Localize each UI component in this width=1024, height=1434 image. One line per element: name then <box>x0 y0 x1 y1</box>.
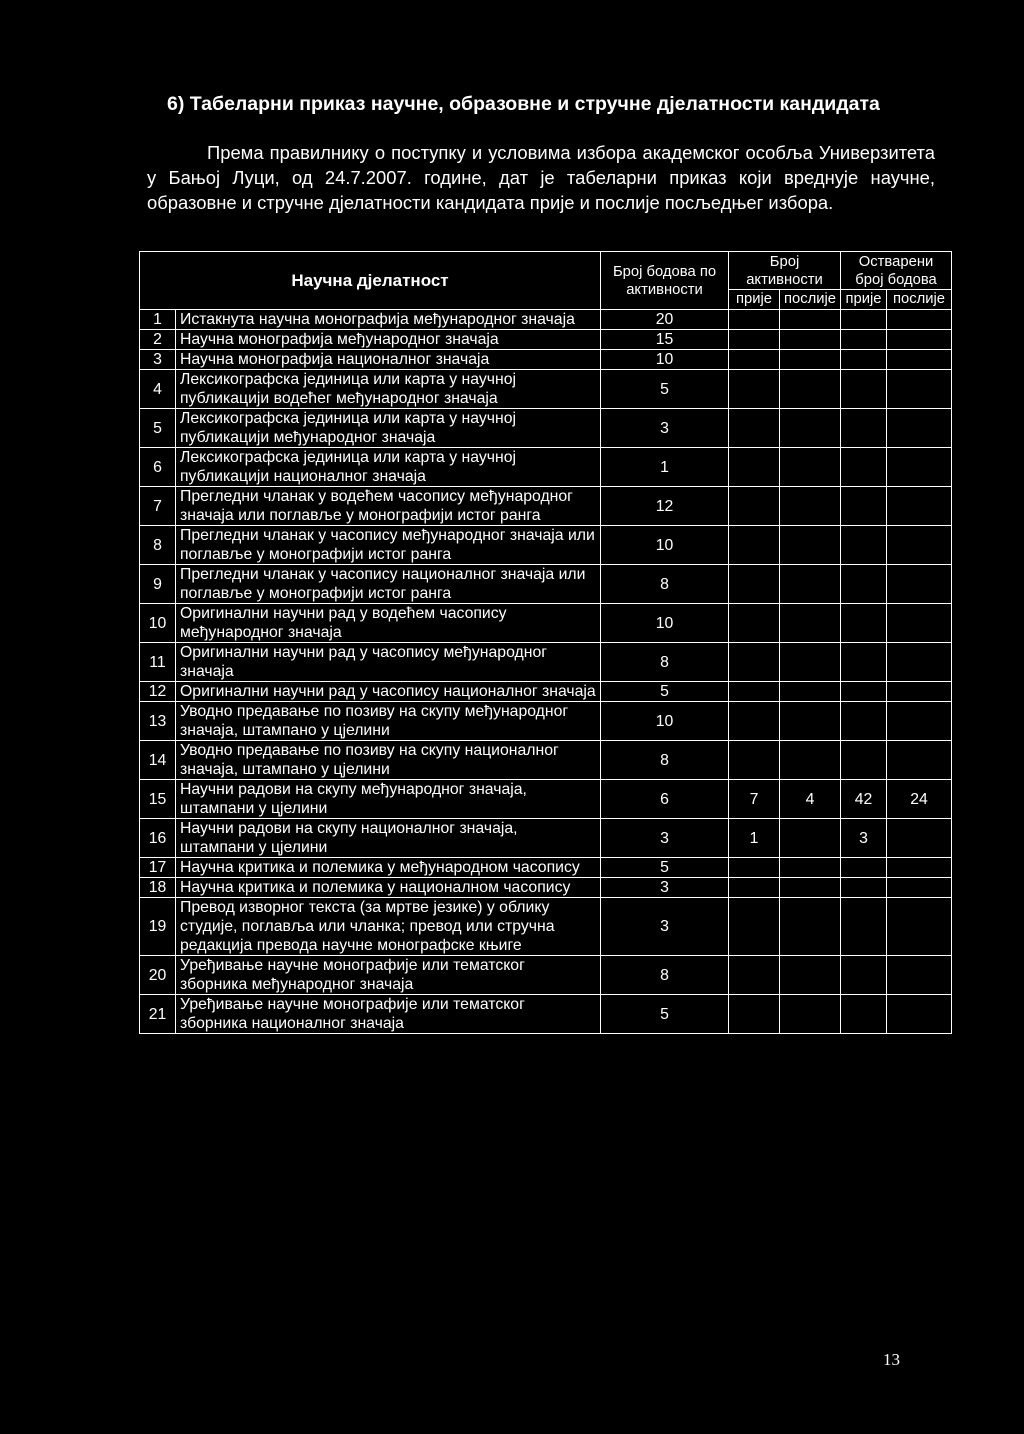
earned-before-header: прије <box>841 290 887 310</box>
earned-after <box>887 858 952 878</box>
table-row <box>140 898 952 956</box>
earned-after <box>887 956 952 995</box>
activity-description: Уређивање научне монографије или тематског зборника међународног значаја <box>176 956 601 995</box>
count-after <box>780 350 841 370</box>
table-row <box>140 643 952 682</box>
points-per-activity-header: Број бодова по активности <box>601 252 729 310</box>
earned-before: 42 <box>841 780 887 819</box>
row-number: 9 <box>140 565 176 604</box>
earned-after <box>887 702 952 741</box>
row-number: 10 <box>140 604 176 643</box>
table-row <box>140 565 952 604</box>
count-before <box>729 702 780 741</box>
row-number: 20 <box>140 956 176 995</box>
earned-before <box>841 643 887 682</box>
activity-description: Прегледни чланак у часопису међународног значаја или поглавље у монографији истог ранга <box>176 526 601 565</box>
count-before-header: прије <box>729 290 780 310</box>
points-value: 8 <box>601 565 729 604</box>
points-value: 15 <box>601 330 729 350</box>
count-before <box>729 898 780 956</box>
count-after <box>780 995 841 1034</box>
points-value: 10 <box>601 526 729 565</box>
count-before <box>729 995 780 1034</box>
activity-description: Научна критика и полемика у националном часопису <box>176 878 601 898</box>
table-row <box>140 819 952 858</box>
activity-description: Научна монографија међународног значаја <box>176 330 601 350</box>
page-number: 13 <box>883 1350 900 1369</box>
count-after <box>780 741 841 780</box>
row-number: 7 <box>140 487 176 526</box>
count-before <box>729 682 780 702</box>
earned-before <box>841 702 887 741</box>
activity-count-header: Број активности <box>729 252 841 290</box>
activity-description: Научни радови на скупу националног значаја, штампани у цјелини <box>176 819 601 858</box>
earned-after <box>887 682 952 702</box>
count-after <box>780 898 841 956</box>
earned-after <box>887 898 952 956</box>
table-row <box>140 878 952 898</box>
count-after: 4 <box>780 780 841 819</box>
count-before: 1 <box>729 819 780 858</box>
row-number: 16 <box>140 819 176 858</box>
table-row <box>140 780 952 819</box>
earned-after <box>887 310 952 330</box>
points-value: 5 <box>601 858 729 878</box>
earned-before <box>841 682 887 702</box>
earned-after <box>887 604 952 643</box>
table-row <box>140 858 952 878</box>
table-row <box>140 741 952 780</box>
activity-description: Превод изворног текста (за мртве језике) у облику студије, поглавља или чланка; превод или стручна редакција превода научне монографске књиге <box>176 898 601 956</box>
points-value: 8 <box>601 741 729 780</box>
row-number: 3 <box>140 350 176 370</box>
activity-description: Лексикографска јединица или карта у научној публикацији водећег међународног значаја <box>176 370 601 409</box>
count-before <box>729 526 780 565</box>
earned-after <box>887 643 952 682</box>
points-value: 20 <box>601 310 729 330</box>
table-row <box>140 995 952 1034</box>
points-value: 10 <box>601 702 729 741</box>
row-number: 19 <box>140 898 176 956</box>
earned-before <box>841 898 887 956</box>
earned-before <box>841 604 887 643</box>
count-before <box>729 370 780 409</box>
activity-description: Уводно предавање по позиву на скупу националног значаја, штампано у цјелини <box>176 741 601 780</box>
row-number: 15 <box>140 780 176 819</box>
count-after <box>780 448 841 487</box>
activity-description: Уређивање научне монографије или тематског зборника националног значаја <box>176 995 601 1034</box>
activity-description: Научна критика и полемика у међународном часопису <box>176 858 601 878</box>
count-after <box>780 565 841 604</box>
count-after <box>780 526 841 565</box>
count-after <box>780 878 841 898</box>
count-after <box>780 487 841 526</box>
points-value: 3 <box>601 819 729 858</box>
earned-after <box>887 350 952 370</box>
activity-description: Научна монографија националног значаја <box>176 350 601 370</box>
points-value: 5 <box>601 682 729 702</box>
count-before <box>729 878 780 898</box>
count-after <box>780 604 841 643</box>
row-number: 6 <box>140 448 176 487</box>
earned-before <box>841 487 887 526</box>
row-number: 11 <box>140 643 176 682</box>
earned-before <box>841 409 887 448</box>
count-after <box>780 310 841 330</box>
earned-after <box>887 878 952 898</box>
table-row <box>140 487 952 526</box>
activity-description: Оригинални научни рад у водећем часопису међународног значаја <box>176 604 601 643</box>
points-value: 3 <box>601 878 729 898</box>
count-before <box>729 310 780 330</box>
earned-after <box>887 487 952 526</box>
intro-paragraph: Према правилнику о поступку и условима избора академског особља Универзитета у Бањој Луци, од 24.7.2007. године, дат је табеларни приказ који вреднује научне, образовне и стручне дјелатности кандидата прије и послије посљедњег избора. <box>147 142 935 213</box>
earned-after <box>887 565 952 604</box>
earned-after: 24 <box>887 780 952 819</box>
count-after <box>780 956 841 995</box>
earned-after <box>887 409 952 448</box>
points-value: 5 <box>601 995 729 1034</box>
count-after <box>780 702 841 741</box>
activity-description: Прегледни чланак у водећем часопису међународног значаја или поглавље у монографији истог ранга <box>176 487 601 526</box>
table-row <box>140 526 952 565</box>
earned-before <box>841 565 887 604</box>
count-after <box>780 370 841 409</box>
points-value: 3 <box>601 409 729 448</box>
row-number: 12 <box>140 682 176 702</box>
count-after <box>780 682 841 702</box>
row-number: 13 <box>140 702 176 741</box>
points-value: 12 <box>601 487 729 526</box>
count-before <box>729 643 780 682</box>
count-after <box>780 819 841 858</box>
earned-before <box>841 310 887 330</box>
points-value: 5 <box>601 370 729 409</box>
points-value: 8 <box>601 956 729 995</box>
row-number: 21 <box>140 995 176 1034</box>
table-row <box>140 350 952 370</box>
earned-before <box>841 350 887 370</box>
points-value: 10 <box>601 604 729 643</box>
section-heading: 6) Табеларни приказ научне, образовне и стручне дјелатности кандидата <box>167 93 880 115</box>
points-value: 1 <box>601 448 729 487</box>
row-number: 17 <box>140 858 176 878</box>
earned-before <box>841 330 887 350</box>
count-before <box>729 448 780 487</box>
earned-after <box>887 526 952 565</box>
count-after-header: послије <box>780 290 841 310</box>
activity-table <box>139 251 952 1034</box>
row-number: 5 <box>140 409 176 448</box>
points-value: 8 <box>601 643 729 682</box>
table-row <box>140 604 952 643</box>
points-value: 10 <box>601 350 729 370</box>
earned-before <box>841 448 887 487</box>
count-before <box>729 330 780 350</box>
table-row <box>140 370 952 409</box>
activity-description: Лексикографска јединица или карта у научној публикацији међународног значаја <box>176 409 601 448</box>
activity-header: Научна дјелатност <box>140 252 601 310</box>
earned-after <box>887 995 952 1034</box>
earned-after <box>887 448 952 487</box>
row-number: 8 <box>140 526 176 565</box>
count-before <box>729 565 780 604</box>
count-after <box>780 330 841 350</box>
row-number: 14 <box>140 741 176 780</box>
earned-points-header: Остварени број бодова <box>841 252 952 290</box>
count-before: 7 <box>729 780 780 819</box>
earned-before <box>841 956 887 995</box>
earned-before <box>841 995 887 1034</box>
row-number: 18 <box>140 878 176 898</box>
count-before <box>729 350 780 370</box>
activity-description: Уводно предавање по позиву на скупу међународног значаја, штампано у цјелини <box>176 702 601 741</box>
earned-after <box>887 370 952 409</box>
count-before <box>729 956 780 995</box>
table-row <box>140 682 952 702</box>
table-row <box>140 956 952 995</box>
activity-description: Лексикографска јединица или карта у научној публикацији националног значаја <box>176 448 601 487</box>
count-before <box>729 409 780 448</box>
earned-before <box>841 878 887 898</box>
count-after <box>780 858 841 878</box>
earned-before <box>841 370 887 409</box>
earned-after <box>887 819 952 858</box>
earned-before <box>841 858 887 878</box>
table-row <box>140 330 952 350</box>
table-row <box>140 448 952 487</box>
row-number: 1 <box>140 310 176 330</box>
table-row <box>140 409 952 448</box>
points-value: 3 <box>601 898 729 956</box>
points-value: 6 <box>601 780 729 819</box>
count-before <box>729 487 780 526</box>
activity-description: Истакнута научна монографија међународног значаја <box>176 310 601 330</box>
earned-after-header: послије <box>887 290 952 310</box>
earned-before <box>841 741 887 780</box>
row-number: 4 <box>140 370 176 409</box>
count-before <box>729 604 780 643</box>
earned-after <box>887 330 952 350</box>
table-row <box>140 310 952 330</box>
count-before <box>729 858 780 878</box>
activity-description: Оригинални научни рад у часопису националног значаја <box>176 682 601 702</box>
earned-before: 3 <box>841 819 887 858</box>
earned-before <box>841 526 887 565</box>
table-row <box>140 702 952 741</box>
activity-description: Прегледни чланак у часопису националног значаја или поглавље у монографији истог ранга <box>176 565 601 604</box>
count-before <box>729 741 780 780</box>
count-after <box>780 643 841 682</box>
earned-after <box>887 741 952 780</box>
row-number: 2 <box>140 330 176 350</box>
count-after <box>780 409 841 448</box>
activity-description: Научни радови на скупу међународног значаја, штампани у цјелини <box>176 780 601 819</box>
activity-description: Оригинални научни рад у часопису међународног значаја <box>176 643 601 682</box>
